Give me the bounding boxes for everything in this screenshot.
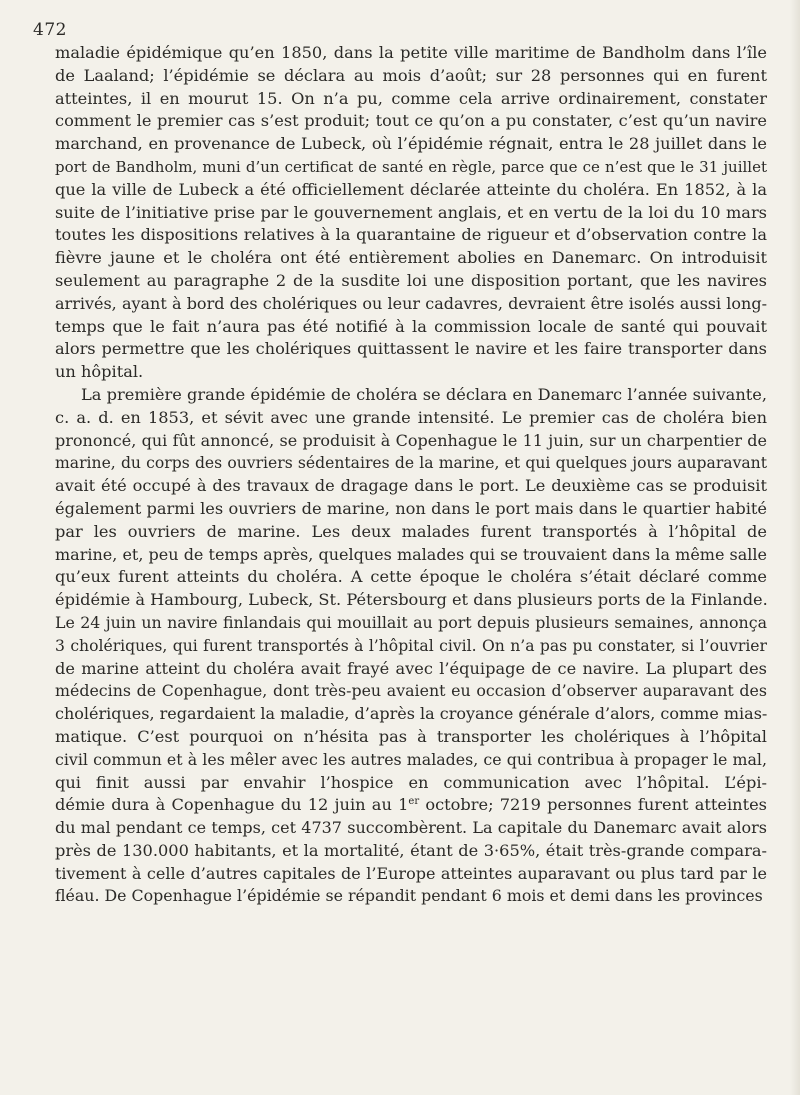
text-line: La première grande épidémie de choléra se déclara en Danemarc l’année suivante, bbox=[81, 384, 767, 404]
text-line: c. a. d. en 1853, et sévit avec une grande intensité. Le premier cas de choléra bien bbox=[55, 407, 767, 427]
text-line: de Laaland; l’épidémie se déclara au mois d’août; sur 28 personnes qui en furent bbox=[55, 65, 767, 85]
text-line: qui finit aussi par envahir l’hospice en communication avec l’hôpital. L’épi- bbox=[55, 772, 767, 792]
text-line: qu’eux furent atteints du choléra. A cette époque le choléra s’était déclaré comme bbox=[55, 567, 767, 587]
ordinal-superscript: er bbox=[408, 796, 420, 808]
text-line: avait été occupé à des travaux de dragage dans le port. Le deuxième cas se produisit bbox=[55, 476, 767, 496]
text-line: fléau. De Copenhague l’épidémie se répandit pendant 6 mois et demi dans les provinces bbox=[55, 886, 763, 906]
text-line: marchand, en provenance de Lubeck, où l’épidémie régnait, entra le 28 juillet dans le bbox=[55, 134, 767, 154]
text-line: civil commun et à les mêler avec les autres malades, ce qui contribua à propager le mal, bbox=[55, 749, 767, 769]
text-line: du mal pendant ce temps, cet 4737 succombèrent. La capitale du Danemarc avait alors bbox=[55, 818, 767, 838]
text-line: comment le premier cas s’est produit; tout ce qu’on a pu constater, c’est qu’un navire bbox=[55, 111, 767, 131]
page-number: 472 bbox=[33, 20, 67, 40]
text-line: atteintes, il en mourut 15. On n’a pu, comme cela arrive ordinairement, constater bbox=[55, 88, 767, 108]
text-line: par les ouvriers de marine. Les deux malades furent transportés à l’hôpital de bbox=[55, 521, 767, 541]
text-line: Le 24 juin un navire finlandais qui mouillait au port depuis plusieurs semaines, annonça bbox=[55, 612, 767, 632]
text-line: tivement à celle d’autres capitales de l’Europe atteintes auparavant ou plus tard par le bbox=[55, 863, 767, 883]
text-line: fièvre jaune et le choléra ont été entièrement abolies en Danemarc. On introduisit bbox=[55, 248, 767, 268]
text-line: cholériques, regardaient la maladie, d’après la croyance générale d’alors, comme mias- bbox=[55, 704, 768, 724]
text-line: 3 cholériques, qui furent transportés à l’hôpital civil. On n’a pas pu constater, si l’ouvrier bbox=[55, 636, 767, 655]
text-line: que la ville de Lubeck a été officiellement déclarée atteinte du choléra. En 1852, à la bbox=[55, 179, 767, 199]
page-edge-shadow bbox=[790, 0, 800, 1095]
text-line: prononcé, qui fût annoncé, se produisit à Copenhague le 11 juin, sur un charpentier de bbox=[55, 430, 767, 450]
text-line: suite de l’initiative prise par le gouvernement anglais, et en vertu de la loi du 10 mars bbox=[55, 202, 767, 222]
text-fragment: démie dura à Copenhague du 12 juin au 1 bbox=[55, 795, 409, 815]
text-line: matique. C’est pourquoi on n’hésita pas à transporter les cholériques à l’hôpital bbox=[55, 726, 767, 746]
text-line: près de 130.000 habitants, et la mortalité, étant de 3·65%, était très-grande compara- bbox=[55, 840, 767, 860]
text-line: port de Bandholm, muni d’un certificat de santé en règle, parce que ce n’est que le 31 juillet bbox=[55, 157, 767, 176]
text-line: seulement au paragraphe 2 de la susdite loi une disposition portant, que les navires bbox=[55, 270, 767, 290]
page-body bbox=[55, 42, 767, 908]
text-line: maladie épidémique qu’en 1850, dans la petite ville maritime de Bandholm dans l’île bbox=[55, 43, 767, 62]
text-line: toutes les dispositions relatives à la quarantaine de rigueur et d’observation contre la bbox=[55, 225, 767, 245]
text-line bbox=[55, 794, 767, 817]
paragraph bbox=[55, 42, 767, 384]
text-line: marine, du corps des ouvriers sédentaires de la marine, et qui quelques jours auparavant bbox=[55, 454, 767, 473]
text-line: également parmi les ouvriers de marine, non dans le port mais dans le quartier habité bbox=[55, 498, 767, 518]
text-line: marine, et, peu de temps après, quelques malades qui se trouvaient dans la même salle bbox=[55, 544, 767, 564]
text-line: un hôpital. bbox=[55, 362, 144, 382]
text-fragment: octobre; 7219 personnes furent atteintes bbox=[419, 795, 767, 815]
text-line: arrivés, ayant à bord des cholériques ou leur cadavres, devraient être isolés aussi long- bbox=[55, 293, 767, 313]
text-line: médecins de Copenhague, dont très-peu avaient eu occasion d’observer auparavant des bbox=[55, 681, 767, 701]
text-line: alors permettre que les cholériques quittassent le navire et les faire transporter dans bbox=[55, 339, 767, 359]
paragraph bbox=[55, 384, 767, 908]
text-line: de marine atteint du choléra avait frayé avec l’équipage de ce navire. La plupart des bbox=[55, 658, 767, 678]
text-line: épidémie à Hambourg, Lubeck, St. Pétersbourg et dans plusieurs ports de la Finlande. bbox=[55, 590, 768, 610]
text-line: temps que le fait n’aura pas été notifié à la commission locale de santé qui pouvait bbox=[55, 316, 767, 336]
